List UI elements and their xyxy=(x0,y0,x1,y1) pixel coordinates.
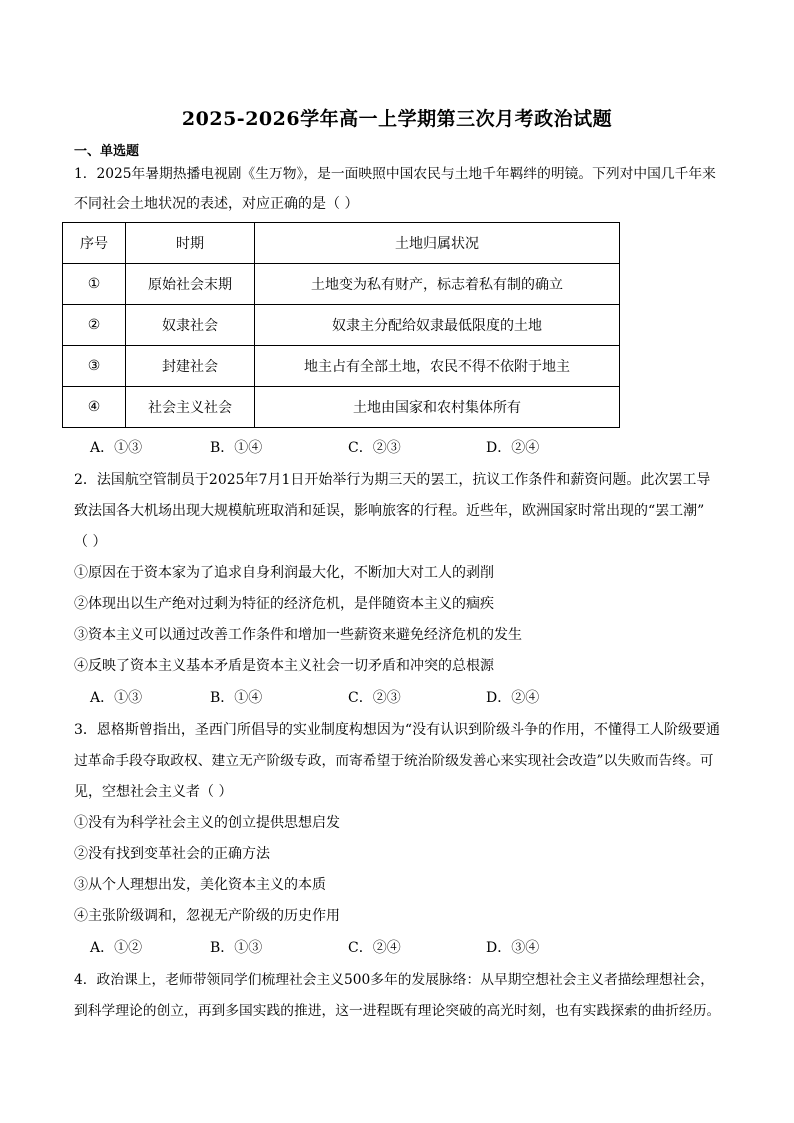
table-cell: 原始社会末期 xyxy=(126,264,255,305)
q3-item: ④主张阶级调和，忽视无产阶级的历史作用 xyxy=(74,908,340,924)
q2-item: ③资本主义可以通过改善工作条件和增加一些薪资来避免经济危机的发生 xyxy=(74,627,522,643)
table-header-cell: 时期 xyxy=(126,223,255,264)
table-row xyxy=(63,387,620,428)
section-heading: 一、单选题 xyxy=(74,144,140,159)
q3-item: ②没有找到变革社会的正确方法 xyxy=(74,846,270,862)
q3-stem-line2: 过革命手段夺取政权、建立无产阶级专政，而寄希望于统治阶级发善心来实现社会改造”以失败而告终。可 xyxy=(74,753,714,769)
q3-stem-line3: 见，空想社会主义者（ ） xyxy=(74,784,233,800)
land-status-table xyxy=(62,222,620,428)
table-cell: 土地由国家和农村集体所有 xyxy=(255,387,620,428)
q4-stem-line1: 4．政治课上，老师带领同学们梳理社会主义500多年的发展脉络：从早期空想社会主义者描绘理想社会， xyxy=(74,972,714,988)
q3-item: ①没有为科学社会主义的创立提供思想启发 xyxy=(74,815,340,831)
q3-item: ③从个人理想出发，美化资本主义的本质 xyxy=(74,877,326,893)
q2-stem-line3: （ ） xyxy=(74,534,107,550)
option-d[interactable]: D．②④ xyxy=(486,440,540,456)
option-b[interactable]: B．①④ xyxy=(210,690,263,706)
option-b[interactable]: B．①④ xyxy=(210,440,263,456)
table-cell: ② xyxy=(63,305,126,346)
exam-title: 2025-2026学年高一上学期第三次月考政治试题 xyxy=(181,108,613,130)
table-cell: 地主占有全部土地，农民不得不依附于地主 xyxy=(255,346,620,387)
option-c[interactable]: C．②④ xyxy=(348,940,401,956)
option-c[interactable]: C．②③ xyxy=(348,440,401,456)
option-a[interactable]: A．①② xyxy=(90,940,143,956)
table-header-cell: 土地归属状况 xyxy=(255,223,620,264)
q1-stem-line1: 1．2025年暑期热播电视剧《生万物》，是一面映照中国农民与土地千年羁绊的明镜。下列对中国几千年来 xyxy=(74,166,716,182)
table-cell: ④ xyxy=(63,387,126,428)
q2-item: ①原因在于资本家为了追求自身利润最大化，不断加大对工人的剥削 xyxy=(74,565,494,581)
table-header-cell: 序号 xyxy=(63,223,126,264)
table-row xyxy=(63,264,620,305)
q2-stem-line1: 2．法国航空管制员于2025年7月1日开始举行为期三天的罢工，抗议工作条件和薪资问题。此次罢工导 xyxy=(74,472,711,488)
table-cell: ① xyxy=(63,264,126,305)
table-cell: ③ xyxy=(63,346,126,387)
q2-item: ④反映了资本主义基本矛盾是资本主义社会一切矛盾和冲突的总根源 xyxy=(74,658,494,674)
q2-stem-line2: 致法国各大机场出现大规模航班取消和延误，影响旅客的行程。近些年，欧洲国家时常出现的“罢工潮” xyxy=(74,503,705,519)
table-row xyxy=(63,346,620,387)
table-cell: 奴隶社会 xyxy=(126,305,255,346)
table-cell: 封建社会 xyxy=(126,346,255,387)
table-cell: 奴隶主分配给奴隶最低限度的土地 xyxy=(255,305,620,346)
option-d[interactable]: D．②④ xyxy=(486,690,540,706)
q2-item: ②体现出以生产绝对过剩为特征的经济危机，是伴随资本主义的痼疾 xyxy=(74,596,494,612)
option-a[interactable]: A．①③ xyxy=(90,690,143,706)
option-a[interactable]: A．①③ xyxy=(90,440,143,456)
table-header-row xyxy=(63,223,620,264)
option-c[interactable]: C．②③ xyxy=(348,690,401,706)
option-b[interactable]: B．①③ xyxy=(210,940,263,956)
table-cell: 社会主义社会 xyxy=(126,387,255,428)
q3-stem-line1: 3．恩格斯曾指出，圣西门所倡导的实业制度构想因为“没有认识到阶级斗争的作用，不懂得工人阶级要通 xyxy=(74,722,721,738)
q1-stem-line2: 不同社会土地状况的表述，对应正确的是（ ） xyxy=(74,196,359,212)
q4-stem-line2: 到科学理论的创立，再到多国实践的推进，这一进程既有理论突破的高光时刻，也有实践探索的曲折经历。 xyxy=(74,1003,721,1019)
option-d[interactable]: D．③④ xyxy=(486,940,540,956)
table-cell: 土地变为私有财产，标志着私有制的确立 xyxy=(255,264,620,305)
table-row xyxy=(63,305,620,346)
